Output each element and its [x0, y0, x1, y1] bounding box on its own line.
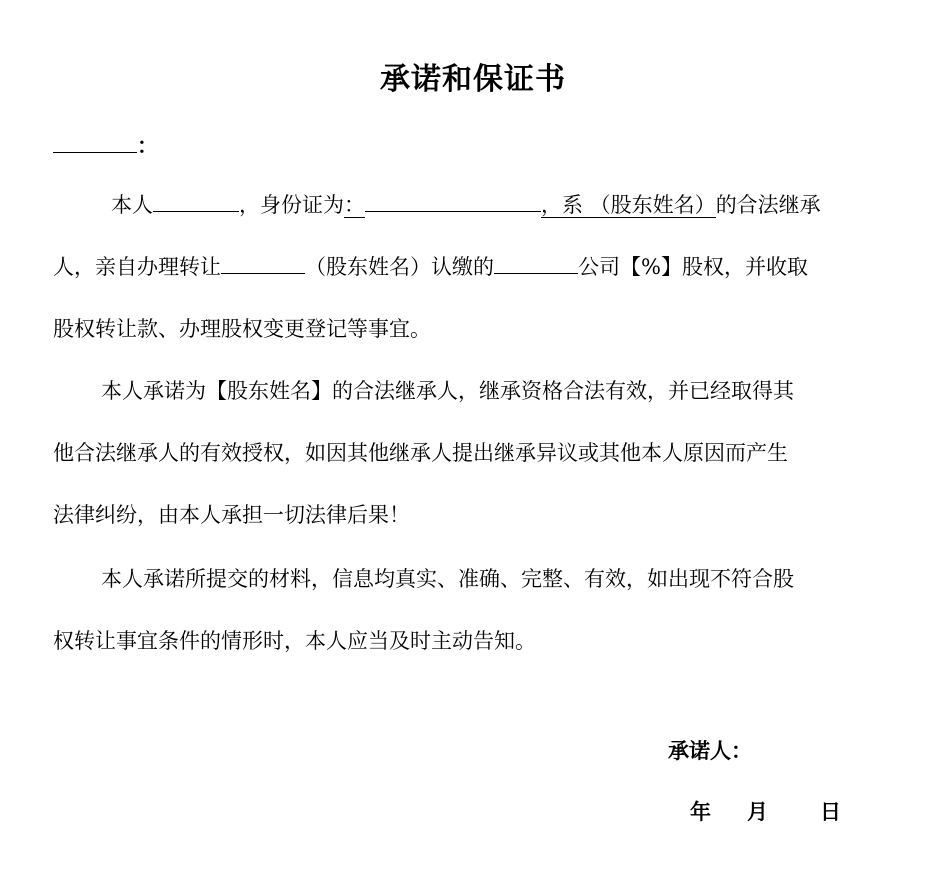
paragraph-3-line-2: 权转让事宜条件的情形时，本人应当及时主动告知。 [53, 629, 536, 653]
p1-text-xi: ，系 [541, 193, 583, 217]
p1-text-benren: 本人 [111, 193, 153, 217]
salutation-line [53, 128, 158, 163]
paragraph-3 [53, 548, 883, 672]
addressee-blank[interactable] [53, 128, 137, 153]
date-line [690, 795, 841, 829]
paragraph-1 [53, 174, 883, 360]
paragraph-2-line-1-text: 本人承诺为【股东姓名】的合法继承人，继承资格合法有效，并已经取得其 [101, 379, 794, 403]
paragraph-2-line-2: 他合法继承人的有效授权，如因其他继承人提出继承异议或其他本人原因而产生 [53, 441, 788, 465]
paragraph-1-line-3: 股权转让款、办理股权变更登记等事宜。 [53, 317, 431, 341]
p1-text-company-equity: 公司【%】股权，并收取 [578, 255, 808, 279]
company-blank[interactable] [494, 249, 578, 274]
date-month: 月 [747, 800, 768, 824]
paragraph-3-line-1-text: 本人承诺所提交的材料，信息均真实、准确、完整、有效，如出现不符合股 [101, 567, 794, 591]
paragraph-2 [53, 360, 883, 546]
name-blank[interactable] [153, 187, 239, 212]
date-year: 年 [690, 800, 711, 824]
paragraph-1-line-1 [53, 174, 883, 236]
paragraph-2-line-1 [53, 360, 883, 422]
p1-text-colon: ： [344, 193, 365, 217]
signature-label: 承诺人： [668, 739, 752, 763]
date-day: 日 [820, 800, 841, 824]
transfer-blank[interactable] [221, 249, 305, 274]
p1-text-heir-suffix: 的合法继承 [715, 193, 821, 217]
p1-text-transfer: 人，亲自办理转让 [53, 255, 221, 279]
paragraph-2-line-3: 法律纠纷，由本人承担一切法律后果！ [53, 503, 410, 527]
paragraph-1-line-2 [53, 236, 883, 298]
p1-text-subscribed: （股东姓名）认缴的 [305, 255, 494, 279]
id-number-blank[interactable] [365, 187, 541, 212]
p1-text-shareholder-name: （股东姓名） [583, 193, 716, 217]
salutation-colon: ： [137, 133, 158, 158]
p1-text-id-label: ，身份证为 [239, 193, 344, 217]
document-title: 承诺和保证书 [380, 62, 566, 97]
paragraph-3-line-1 [53, 548, 883, 610]
